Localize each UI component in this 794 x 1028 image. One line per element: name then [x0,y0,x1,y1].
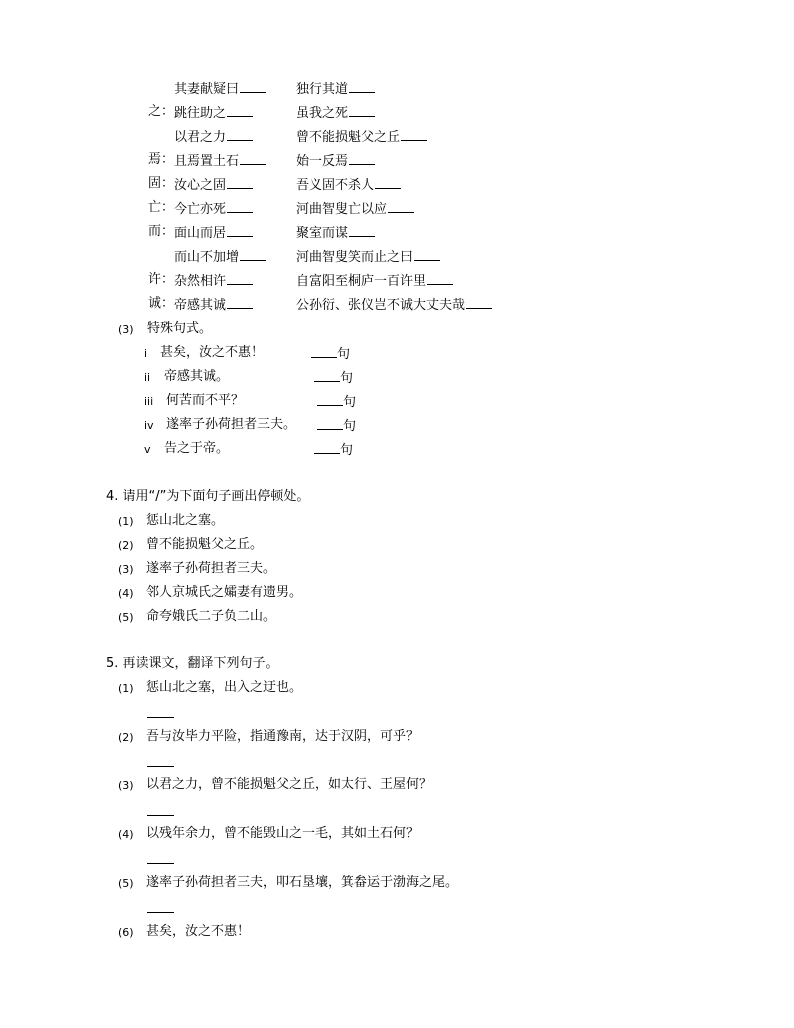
sentence-text: 甚矣，汝之不惠！ [146,924,251,939]
vocab-word: 许： [148,272,175,287]
vocab-row-1b: 独行其道 [296,80,375,98]
answer-blank[interactable] [314,369,340,382]
answer-line[interactable] [147,766,174,767]
answer-blank[interactable] [227,176,253,189]
question-title: 4. 请用“/”为下面句子画出停顿处。 [106,489,310,504]
sentence-text: 告之于帝。 [164,441,230,456]
item-number: (3) [118,563,134,576]
answer-blank[interactable] [349,104,375,117]
item-number: (2) [118,731,134,744]
sentence-text: 以君之力，曾不能损魁父之丘，如太行、王屋何？ [146,777,433,792]
vocab-row-8a: 而山不加增 [174,248,266,266]
item-number: (4) [118,828,134,841]
sentence-text: 以残年余力，曾不能毁山之一毛，其如土石何？ [146,826,420,841]
vocab-row-10a: 帝感其诚 [174,296,253,314]
answer-blank[interactable] [349,224,375,237]
answer-line[interactable] [147,717,174,718]
answer-blank[interactable] [349,80,375,93]
vocab-row-6b: 河曲智叟亡以应 [296,200,414,218]
sentence-text: 吾与汝毕力平险，指通豫南，达于汉阴，可乎？ [146,729,420,744]
answer-blank[interactable] [349,152,375,165]
vocab-row-3a: 以君之力 [174,128,253,146]
item-number: (1) [118,515,134,528]
answer-blank[interactable] [314,441,340,454]
vocab-row-5a: 汝心之固 [174,176,253,194]
answer-blank[interactable] [227,296,253,309]
answer-blank[interactable] [427,272,453,285]
sentence-type-field[interactable]: 句 [310,345,350,363]
item-number: (3) [118,779,134,792]
sentence-text: 甚矣，汝之不惠！ [160,345,265,360]
section-title: 特殊句式。 [147,321,213,336]
question-title: 5. 再读课文，翻译下列句子。 [106,656,279,671]
item-number: (3) [118,323,134,336]
answer-blank[interactable] [466,296,492,309]
vocab-row-4a: 且焉置土石 [174,152,266,170]
sentence-text: 遂率子孙荷担者三夫。 [166,417,297,432]
vocab-word: 诚： [148,296,175,311]
vocab-word: 固： [148,176,175,191]
answer-blank[interactable] [240,80,266,93]
vocab-word: 之： [148,104,175,119]
vocab-row-8b: 河曲智叟笑而止之曰 [296,248,440,266]
answer-blank[interactable] [317,393,343,406]
sentence-text: 帝感其诚。 [164,369,230,384]
item-number: (1) [118,682,134,695]
roman-numeral: iv [144,419,154,432]
vocab-word: 而： [148,224,175,239]
answer-blank[interactable] [240,248,266,261]
vocab-row-7a: 面山而居 [174,224,253,242]
answer-blank[interactable] [388,200,414,213]
answer-blank[interactable] [227,128,253,141]
sentence-text: 曾不能损魁父之丘。 [146,537,264,552]
answer-blank[interactable] [227,200,253,213]
vocab-row-9b: 自富阳至桐庐一百许里 [296,272,453,290]
answer-blank[interactable] [227,272,253,285]
answer-blank[interactable] [311,345,337,358]
item-number: (5) [118,611,134,624]
sentence-text: 何苦而不平？ [166,393,245,408]
answer-blank[interactable] [227,104,253,117]
item-number: (2) [118,539,134,552]
vocab-row-2a: 跳往助之 [174,104,253,122]
vocab-word: 亡： [148,200,175,215]
sentence-text: 惩山北之塞。 [146,513,225,528]
answer-blank[interactable] [317,417,343,430]
vocab-row-6a: 今亡亦死 [174,200,253,218]
vocab-row-9a: 杂然相许 [174,272,253,290]
answer-blank[interactable] [227,224,253,237]
roman-numeral: i [144,347,148,360]
answer-blank[interactable] [414,248,440,261]
vocab-row-3b: 曾不能损魁父之丘 [296,128,427,146]
item-number: (4) [118,587,134,600]
sentence-type-field[interactable]: 句 [313,369,353,387]
sentence-text: 邻人京城氏之孀妻有遗男。 [146,585,303,600]
answer-blank[interactable] [240,152,266,165]
answer-line[interactable] [147,912,174,913]
answer-line[interactable] [147,863,174,864]
item-number: (5) [118,877,134,890]
vocab-row-7b: 聚室而谋 [296,224,375,242]
sentence-text: 遂率子孙荷担者三夫。 [146,561,277,576]
vocab-word: 焉： [148,152,175,167]
vocab-row-2b: 虽我之死 [296,104,375,122]
sentence-type-field[interactable]: 句 [313,441,353,459]
item-number: (6) [118,926,134,939]
sentence-text: 惩山北之塞，出入之迂也。 [146,680,303,695]
roman-numeral: iii [144,395,154,408]
sentence-type-field[interactable]: 句 [316,393,356,411]
vocab-row-10b: 公孙衍、张仪岂不诚大丈夫哉 [296,296,492,314]
sentence-text: 遂率子孙荷担者三夫，叩石垦壤，箕畚运于渤海之尾。 [146,875,459,890]
answer-line[interactable] [147,815,174,816]
answer-blank[interactable] [401,128,427,141]
sentence-type-field[interactable]: 句 [316,417,356,435]
roman-numeral: ii [144,371,151,384]
sentence-text: 命夸娥氏二子负二山。 [146,609,277,624]
vocab-row-5b: 吾义固不杀人 [296,176,401,194]
vocab-row-1a: 其妻献疑曰 [174,80,266,98]
roman-numeral: v [144,443,151,456]
answer-blank[interactable] [375,176,401,189]
vocab-row-4b: 始一反焉 [296,152,375,170]
